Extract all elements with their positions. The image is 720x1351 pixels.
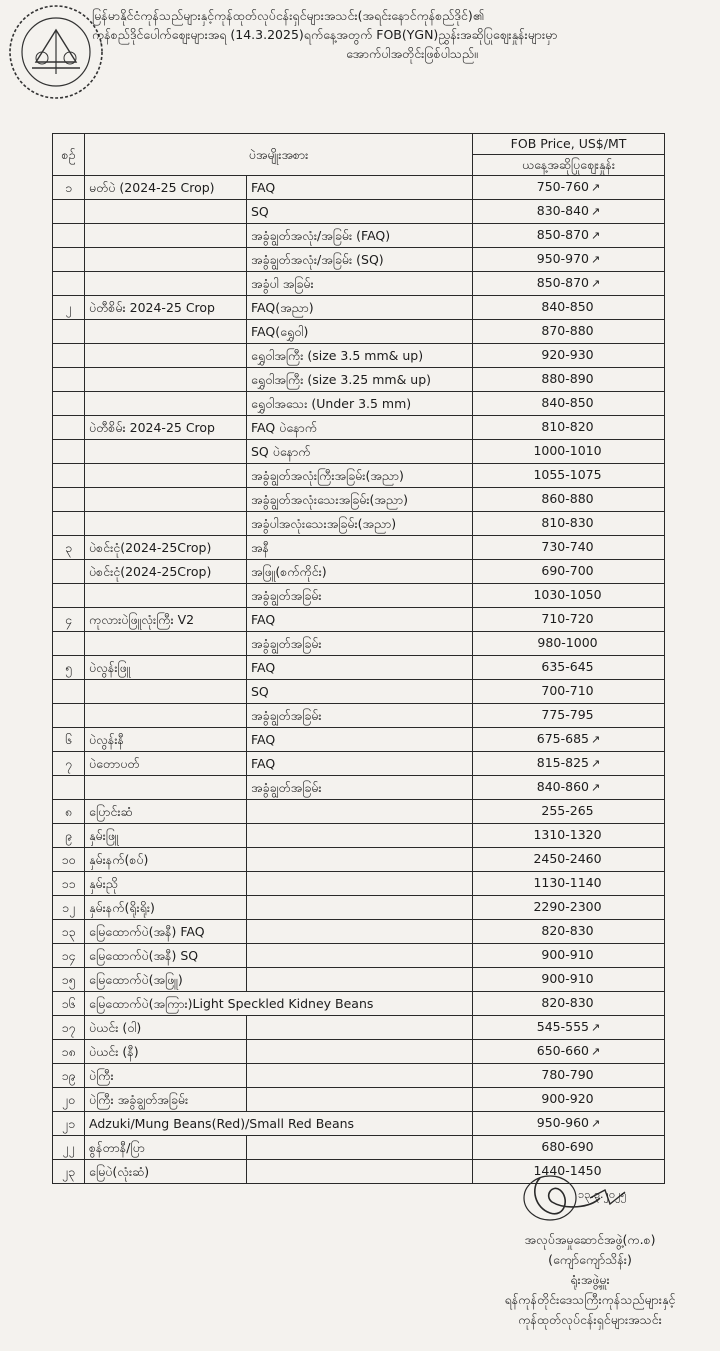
row-grade — [247, 920, 473, 944]
row-price — [473, 1112, 665, 1136]
col-header-price-top: FOB Price, US$/MT — [473, 134, 665, 155]
row-grade — [247, 1040, 473, 1064]
table-row — [53, 224, 665, 248]
col-header-no: စဉ် — [53, 134, 85, 176]
row-price — [473, 248, 665, 272]
price-value: 900-910 — [541, 971, 594, 986]
row-item — [85, 320, 247, 344]
price-value: 810-820 — [541, 419, 594, 434]
table-row — [53, 728, 665, 752]
row-number — [53, 632, 85, 656]
row-number — [53, 488, 85, 512]
row-item — [85, 272, 247, 296]
table-row — [53, 752, 665, 776]
row-grade: SQ — [247, 680, 473, 704]
price-value: 920-930 — [541, 347, 594, 362]
table-row — [53, 560, 665, 584]
row-number — [53, 248, 85, 272]
row-price — [473, 1064, 665, 1088]
row-price — [473, 704, 665, 728]
row-grade: အနီ — [247, 536, 473, 560]
row-price — [473, 416, 665, 440]
row-grade: FAQ — [247, 176, 473, 200]
price-value: 545-555 — [536, 1019, 590, 1034]
row-price — [473, 944, 665, 968]
row-item — [85, 776, 247, 800]
row-price — [473, 920, 665, 944]
row-price — [473, 752, 665, 776]
row-item: ပဲစင်းငုံ(2024-25Crop) — [85, 536, 247, 560]
table-row — [53, 584, 665, 608]
price-value: 815-825 — [536, 755, 590, 770]
row-price — [473, 368, 665, 392]
signature-org-line-1: ရန်ကုန်တိုင်းဒေသကြီးကုန်သည်များနှင့် — [504, 1292, 676, 1307]
row-price — [473, 608, 665, 632]
price-value: 780-790 — [541, 1067, 594, 1082]
row-item: ပဲယင်း (ဝါ) — [85, 1016, 247, 1040]
row-grade: FAQ — [247, 728, 473, 752]
row-item — [85, 512, 247, 536]
row-price — [473, 656, 665, 680]
row-item — [85, 632, 247, 656]
row-price — [473, 320, 665, 344]
row-price — [473, 584, 665, 608]
row-item — [85, 440, 247, 464]
row-number — [53, 224, 85, 248]
table-row — [53, 968, 665, 992]
table-row — [53, 512, 665, 536]
document-header — [92, 6, 692, 63]
table-row — [53, 824, 665, 848]
row-number: ၂၁ — [53, 1112, 85, 1136]
row-number: ၄ — [53, 608, 85, 632]
row-item: မတ်ပဲ (2024-25 Crop) — [85, 176, 247, 200]
row-grade: FAQ ပဲနောက် — [247, 416, 473, 440]
row-number — [53, 440, 85, 464]
row-grade: အဖြူ(စက်ကိုင်း) — [247, 560, 473, 584]
table-row — [53, 680, 665, 704]
table-row — [53, 416, 665, 440]
price-value: 1000-1010 — [533, 443, 602, 458]
row-price — [473, 992, 665, 1016]
row-number: ၁၉ — [53, 1064, 85, 1088]
row-number — [53, 320, 85, 344]
price-value: 880-890 — [541, 371, 594, 386]
row-price — [473, 1088, 665, 1112]
row-price — [473, 488, 665, 512]
price-value: 750-760 — [536, 179, 590, 194]
row-grade: FAQ — [247, 752, 473, 776]
table-row — [53, 440, 665, 464]
row-item — [85, 392, 247, 416]
row-grade: အခွံချွတ်အလုံး/အခြမ်း (SQ) — [247, 248, 473, 272]
row-price — [473, 224, 665, 248]
row-grade — [247, 1088, 473, 1112]
association-seal-icon — [6, 2, 106, 102]
row-number — [53, 344, 85, 368]
row-item: ပဲစင်းငုံ(2024-25Crop) — [85, 560, 247, 584]
row-item: စွန်တာနီ/ပြာ — [85, 1136, 247, 1160]
table-row — [53, 248, 665, 272]
row-grade — [247, 944, 473, 968]
row-grade — [247, 968, 473, 992]
price-value: 680-690 — [541, 1139, 594, 1154]
signature-role: ရုံးအဖွဲ့မှူး — [570, 1272, 610, 1287]
row-grade — [247, 848, 473, 872]
row-number — [53, 200, 85, 224]
price-value: 900-920 — [541, 1091, 594, 1106]
table-row — [53, 200, 665, 224]
row-number — [53, 368, 85, 392]
table-row — [53, 872, 665, 896]
table-row — [53, 536, 665, 560]
row-number — [53, 392, 85, 416]
row-price — [473, 776, 665, 800]
price-value: 650-660 — [536, 1043, 590, 1058]
row-price — [473, 512, 665, 536]
row-number — [53, 272, 85, 296]
price-value: 830-840 — [536, 203, 590, 218]
table-row — [53, 1064, 665, 1088]
row-number — [53, 680, 85, 704]
price-value: 1130-1140 — [533, 875, 602, 890]
row-item: ပဲကြီး — [85, 1064, 247, 1088]
row-grade: ရွှေဝါအသေး (Under 3.5 mm) — [247, 392, 473, 416]
price-value: 1440-1450 — [533, 1163, 602, 1178]
header-line-2: ကုန်စည်ဒိုင်ပေါက်ဈေးများအရ (14.3.2025)ရက်နေ့အတွက် FOB(YGN)ညွှန်းအဆိုပြုဈေးနှုန်းများမှာ — [92, 27, 558, 42]
row-item — [85, 224, 247, 248]
price-value: 635-645 — [541, 659, 594, 674]
row-price — [473, 1136, 665, 1160]
row-number: ၁၂ — [53, 896, 85, 920]
row-grade: အခွံချွတ်အခြမ်း — [247, 632, 473, 656]
row-item: မြေထောက်ပဲ(အကြား)Light Speckled Kidney Beans — [85, 992, 473, 1016]
row-grade: ရွှေဝါအကြီး (size 3.5 mm& up) — [247, 344, 473, 368]
row-item: နှမ်းဖြူ — [85, 824, 247, 848]
row-item: မြေထောက်ပဲ(အနီ) SQ — [85, 944, 247, 968]
row-price — [473, 848, 665, 872]
row-item: မြေထောက်ပဲ(အနီ) FAQ — [85, 920, 247, 944]
trend-tick-icon: ↗ — [591, 1021, 601, 1034]
row-price — [473, 200, 665, 224]
row-price — [473, 392, 665, 416]
row-price — [473, 824, 665, 848]
table-row — [53, 344, 665, 368]
row-number — [53, 464, 85, 488]
row-price — [473, 440, 665, 464]
row-grade: အခွံပါ အခြမ်း — [247, 272, 473, 296]
row-grade: အခွံချွတ်အခြမ်း — [247, 776, 473, 800]
row-price — [473, 800, 665, 824]
table-row — [53, 1016, 665, 1040]
row-item: ကုလားပဲဖြူလုံးကြီး V2 — [85, 608, 247, 632]
price-value: 820-830 — [541, 923, 594, 938]
price-value: 820-830 — [541, 995, 594, 1010]
table-row — [53, 920, 665, 944]
row-number: ၁၄ — [53, 944, 85, 968]
row-item — [85, 488, 247, 512]
price-value: 950-960 — [536, 1115, 590, 1130]
row-grade: အခွံချွတ်အလုံးကြီးအခြမ်း(အညာ) — [247, 464, 473, 488]
row-number: ၅ — [53, 656, 85, 680]
row-price — [473, 1016, 665, 1040]
row-number: ၁ — [53, 176, 85, 200]
table-row — [53, 488, 665, 512]
table-row — [53, 368, 665, 392]
price-value: 690-700 — [541, 563, 594, 578]
row-item: ပဲကြီး အခွံချွတ်အခြမ်း — [85, 1088, 247, 1112]
row-price — [473, 560, 665, 584]
col-header-price-bottom: ယနေ့အဆိုပြုဈေးနှုန်း — [473, 155, 665, 176]
row-number: ၇ — [53, 752, 85, 776]
row-grade: အခွံချွတ်အလုံးသေးအခြမ်း(အညာ) — [247, 488, 473, 512]
table-row — [53, 704, 665, 728]
row-grade — [247, 1064, 473, 1088]
trend-tick-icon: ↗ — [591, 181, 601, 194]
row-item — [85, 680, 247, 704]
row-grade: SQ ပဲနောက် — [247, 440, 473, 464]
row-item: ပဲလွန်းဖြူ — [85, 656, 247, 680]
row-item — [85, 200, 247, 224]
row-grade: FAQ(အညာ) — [247, 296, 473, 320]
signature-block — [470, 1230, 710, 1330]
table-row — [53, 800, 665, 824]
table-row — [53, 656, 665, 680]
row-item: ပြောင်းဆံ — [85, 800, 247, 824]
table-row — [53, 632, 665, 656]
row-item: ပဲလွန်းနီ — [85, 728, 247, 752]
row-number: ၉ — [53, 824, 85, 848]
price-value: 980-1000 — [537, 635, 598, 650]
price-value: 850-870 — [536, 275, 590, 290]
signature-name: (ကျော်ကျော်သိန်း) — [548, 1252, 632, 1267]
price-value: 255-265 — [541, 803, 594, 818]
row-number: ၂၂ — [53, 1136, 85, 1160]
table-row — [53, 992, 665, 1016]
row-number — [53, 704, 85, 728]
trend-tick-icon: ↗ — [591, 205, 601, 218]
row-grade — [247, 896, 473, 920]
row-number — [53, 512, 85, 536]
price-value: 810-830 — [541, 515, 594, 530]
row-number — [53, 584, 85, 608]
row-number: ၆ — [53, 728, 85, 752]
row-number — [53, 560, 85, 584]
price-value: 2290-2300 — [533, 899, 602, 914]
table-row — [53, 944, 665, 968]
row-number: ၂ — [53, 296, 85, 320]
row-item: ပဲတီစိမ်း 2024-25 Crop — [85, 296, 247, 320]
row-grade: အခွံချွတ်အလုံး/အခြမ်း (FAQ) — [247, 224, 473, 248]
price-value: 710-720 — [541, 611, 594, 626]
trend-tick-icon: ↗ — [591, 733, 601, 746]
price-value: 840-860 — [536, 779, 590, 794]
table-row — [53, 1040, 665, 1064]
price-value: 2450-2460 — [533, 851, 602, 866]
row-grade: FAQ(ရွှေဝါ) — [247, 320, 473, 344]
row-number: ၁၅ — [53, 968, 85, 992]
row-price — [473, 344, 665, 368]
row-grade — [247, 824, 473, 848]
row-price — [473, 272, 665, 296]
row-grade — [247, 1160, 473, 1184]
row-number — [53, 776, 85, 800]
table-row — [53, 848, 665, 872]
row-item: နှမ်းနက်(စပ်) — [85, 848, 247, 872]
row-item — [85, 704, 247, 728]
row-price — [473, 872, 665, 896]
row-item: Adzuki/Mung Beans(Red)/Small Red Beans — [85, 1112, 473, 1136]
row-price — [473, 296, 665, 320]
table-row — [53, 1112, 665, 1136]
row-price — [473, 464, 665, 488]
row-item — [85, 368, 247, 392]
trend-tick-icon: ↗ — [591, 229, 601, 242]
header-line-1: မြန်မာနိုင်ငံကုန်သည်များနှင့်ကုန်ထုတ်လုပ်ငန်းရှင်များအသင်း(အရင်းနောင်ကုန်စည်ဒိုင်)၏ — [92, 8, 484, 23]
table-row — [53, 464, 665, 488]
trend-tick-icon: ↗ — [591, 1045, 601, 1058]
row-item: ပဲတောပတ် — [85, 752, 247, 776]
row-item: နှမ်းနက်(ရိုးရိုး) — [85, 896, 247, 920]
row-grade: SQ — [247, 200, 473, 224]
row-number: ၁၀ — [53, 848, 85, 872]
row-grade: FAQ — [247, 656, 473, 680]
row-item: နှမ်းညို — [85, 872, 247, 896]
price-value: 775-795 — [541, 707, 594, 722]
price-value: 950-970 — [536, 251, 590, 266]
price-value: 1055-1075 — [533, 467, 602, 482]
row-grade: အခွံပါအလုံးသေးအခြမ်း(အညာ) — [247, 512, 473, 536]
row-number: ၃ — [53, 536, 85, 560]
signature-title: အလုပ်အမှုဆောင်အဖွဲ့(က.စ) — [524, 1232, 656, 1247]
table-row — [53, 320, 665, 344]
price-value: 1310-1320 — [533, 827, 602, 842]
price-value: 840-850 — [541, 395, 594, 410]
table-row — [53, 272, 665, 296]
row-grade — [247, 800, 473, 824]
row-grade — [247, 1136, 473, 1160]
signature-org-line-2: ကုန်ထုတ်လုပ်ငန်းရှင်များအသင်း — [518, 1312, 662, 1327]
row-item — [85, 344, 247, 368]
row-number — [53, 416, 85, 440]
header-line-3: အောက်ပါအတိုင်းဖြစ်ပါသည်။ — [346, 46, 478, 61]
trend-tick-icon: ↗ — [591, 781, 601, 794]
row-number: ၈ — [53, 800, 85, 824]
row-item — [85, 464, 247, 488]
trend-tick-icon: ↗ — [591, 757, 601, 770]
price-value: 700-710 — [541, 683, 594, 698]
row-price — [473, 1040, 665, 1064]
row-number: ၂၃ — [53, 1160, 85, 1184]
price-value: 730-740 — [541, 539, 594, 554]
signature-date: ၁၃.၃.၂၀၂၅ — [578, 1188, 627, 1201]
row-grade: ရွှေဝါအကြီး (size 3.25 mm& up) — [247, 368, 473, 392]
row-price — [473, 536, 665, 560]
row-number: ၁၁ — [53, 872, 85, 896]
price-value: 900-910 — [541, 947, 594, 962]
row-number: ၂၀ — [53, 1088, 85, 1112]
trend-tick-icon: ↗ — [591, 1117, 601, 1130]
row-price — [473, 680, 665, 704]
trend-tick-icon: ↗ — [591, 253, 601, 266]
row-price — [473, 896, 665, 920]
trend-tick-icon: ↗ — [591, 277, 601, 290]
price-value: 1030-1050 — [533, 587, 602, 602]
row-number: ၁၇ — [53, 1016, 85, 1040]
price-value: 850-870 — [536, 227, 590, 242]
row-grade: FAQ — [247, 608, 473, 632]
row-price — [473, 632, 665, 656]
row-price — [473, 968, 665, 992]
table-row — [53, 296, 665, 320]
row-item — [85, 248, 247, 272]
row-number: ၁၆ — [53, 992, 85, 1016]
row-grade — [247, 872, 473, 896]
row-price — [473, 728, 665, 752]
table-row — [53, 608, 665, 632]
row-item: မြေထောက်ပဲ(အဖြူ) — [85, 968, 247, 992]
row-grade: အခွံချွတ်အခြမ်း — [247, 704, 473, 728]
row-item — [85, 584, 247, 608]
table-row — [53, 776, 665, 800]
price-value: 840-850 — [541, 299, 594, 314]
row-item: ပဲတီစိမ်း 2024-25 Crop — [85, 416, 247, 440]
row-number: ၁၈ — [53, 1040, 85, 1064]
price-value: 860-880 — [541, 491, 594, 506]
row-grade: အခွံချွတ်အခြမ်း — [247, 584, 473, 608]
price-table — [52, 133, 665, 1184]
row-item: မြေပဲ(လုံးဆံ) — [85, 1160, 247, 1184]
table-row — [53, 1136, 665, 1160]
price-value: 675-685 — [536, 731, 590, 746]
col-header-kind: ပဲအမျိုးအစား — [85, 134, 473, 176]
row-grade — [247, 1016, 473, 1040]
row-price — [473, 176, 665, 200]
table-row — [53, 176, 665, 200]
table-row — [53, 392, 665, 416]
row-number: ၁၃ — [53, 920, 85, 944]
table-row — [53, 1088, 665, 1112]
row-item: ပဲယင်း (နီ) — [85, 1040, 247, 1064]
table-row — [53, 896, 665, 920]
price-value: 870-880 — [541, 323, 594, 338]
